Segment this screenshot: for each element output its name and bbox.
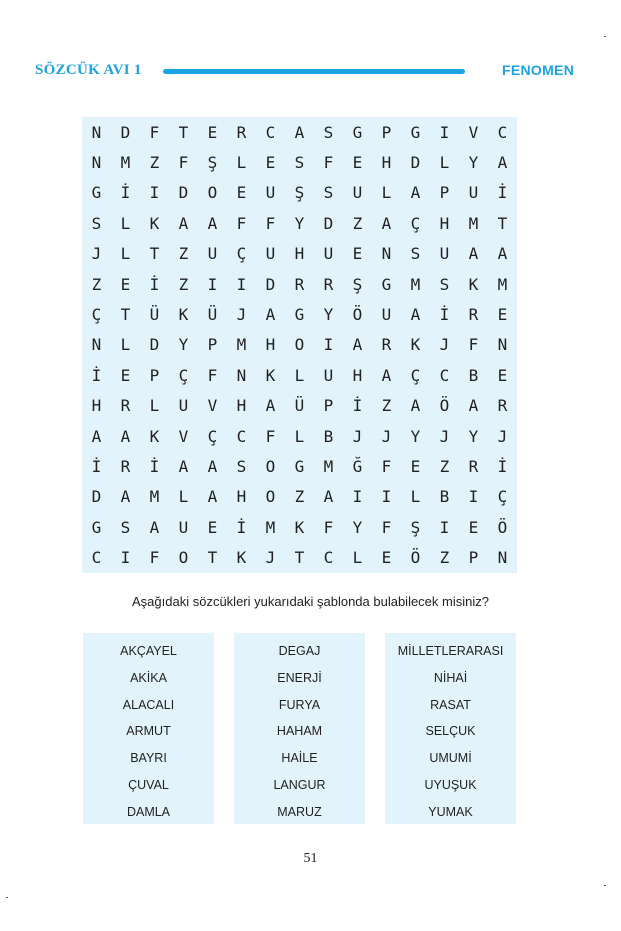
grid-letter: U — [265, 244, 276, 264]
grid-letter: S — [323, 122, 334, 142]
grid-letter: A — [207, 487, 218, 507]
grid-letter: P — [381, 122, 392, 142]
grid-letter: K — [178, 305, 189, 325]
word-list-item: ENERJİ — [277, 670, 322, 685]
word-list-item: ARMUT — [126, 724, 171, 739]
grid-letter: Ş — [207, 153, 218, 173]
brand-label: FENOMEN — [502, 62, 575, 78]
grid-letter: A — [410, 183, 421, 203]
grid-letter: A — [178, 213, 189, 233]
grid-letter: H — [236, 487, 247, 507]
grid-letter: I — [439, 122, 450, 142]
grid-letter: D — [91, 487, 102, 507]
grid-letter: M — [149, 487, 160, 507]
grid-letter: F — [265, 213, 276, 233]
grid-letter: İ — [497, 183, 508, 203]
header-divider — [163, 69, 465, 74]
grid-letter: I — [381, 487, 392, 507]
grid-letter: E — [381, 548, 392, 568]
grid-letter: J — [91, 244, 102, 264]
grid-letter: L — [120, 244, 131, 264]
grid-letter: N — [497, 548, 508, 568]
grid-letter: Ö — [410, 548, 421, 568]
grid-letter: I — [207, 274, 218, 294]
grid-letter: H — [439, 213, 450, 233]
grid-letter: P — [468, 548, 479, 568]
word-list-item: HAHAM — [276, 724, 323, 739]
grid-letter: H — [236, 396, 247, 416]
grid-letter: G — [294, 457, 305, 477]
grid-letter: F — [178, 153, 189, 173]
grid-letter: L — [236, 153, 247, 173]
grid-letter: L — [381, 183, 392, 203]
grid-letter: İ — [497, 457, 508, 477]
grid-letter: D — [149, 335, 160, 355]
section-title: SÖZCÜK AVI 1 — [35, 62, 142, 78]
grid-letter: E — [497, 305, 508, 325]
grid-letter: Ç — [207, 426, 218, 446]
word-list-item: ALACALI — [122, 697, 175, 712]
grid-letter: B — [323, 426, 334, 446]
grid-letter: H — [352, 365, 363, 385]
grid-letter: R — [294, 274, 305, 294]
grid-letter: T — [207, 548, 218, 568]
grid-letter: I — [439, 517, 450, 537]
grid-letter: O — [265, 457, 276, 477]
grid-letter: L — [439, 153, 450, 173]
grid-letter: A — [149, 517, 160, 537]
grid-letter: A — [120, 426, 131, 446]
grid-letter: A — [120, 487, 131, 507]
word-list-item: AKİKA — [130, 670, 167, 685]
grid-letter: N — [91, 122, 102, 142]
word-list-item: AKÇAYEL — [120, 644, 177, 658]
grid-letter: K — [468, 274, 479, 294]
grid-letter: J — [497, 426, 508, 446]
grid-letter: Z — [149, 153, 160, 173]
grid-letter: I — [120, 548, 131, 568]
grid-letter: C — [265, 122, 276, 142]
grid-letter: Y — [410, 426, 421, 446]
grid-letter: U — [352, 183, 363, 203]
grid-letter: Ş — [352, 274, 363, 294]
grid-letter: Y — [323, 305, 334, 325]
grid-letter: L — [120, 213, 131, 233]
grid-letter: N — [497, 335, 508, 355]
grid-letter: S — [323, 183, 334, 203]
word-search-grid — [82, 117, 517, 573]
grid-letter: E — [120, 365, 131, 385]
grid-letter: İ — [91, 365, 102, 385]
grid-letter: U — [265, 183, 276, 203]
crop-mark — [604, 36, 606, 37]
grid-letter: U — [439, 244, 450, 264]
grid-letter: A — [323, 487, 334, 507]
grid-letter: I — [352, 487, 363, 507]
grid-letter: M — [497, 274, 508, 294]
grid-letter: P — [207, 335, 218, 355]
grid-letter: F — [381, 517, 392, 537]
grid-letter: M — [120, 153, 131, 173]
grid-letter: A — [468, 396, 479, 416]
grid-letter: İ — [236, 517, 247, 537]
grid-letter: K — [149, 213, 160, 233]
grid-letter: I — [236, 274, 247, 294]
grid-letter: F — [323, 517, 334, 537]
word-list-item: SELÇUK — [425, 724, 476, 739]
grid-letter: G — [381, 274, 392, 294]
grid-letter: C — [439, 365, 450, 385]
grid-letter: Ö — [497, 517, 508, 537]
grid-letter: G — [410, 122, 421, 142]
word-list-item: DAMLA — [126, 804, 171, 819]
grid-letter: V — [178, 426, 189, 446]
word-list-item: FURYA — [278, 697, 321, 712]
grid-letter: İ — [439, 305, 450, 325]
grid-letter: L — [410, 487, 421, 507]
grid-letter: R — [497, 396, 508, 416]
grid-letter: F — [265, 426, 276, 446]
word-list-item: MARUZ — [277, 804, 322, 819]
grid-letter: A — [497, 244, 508, 264]
grid-letter: T — [178, 122, 189, 142]
grid-letter: O — [207, 183, 218, 203]
grid-letter: G — [294, 305, 305, 325]
grid-letter: R — [236, 122, 247, 142]
grid-letter: B — [468, 365, 479, 385]
grid-letter: O — [265, 487, 276, 507]
word-list-item: LANGUR — [273, 777, 326, 792]
grid-letter: N — [236, 365, 247, 385]
grid-letter: O — [294, 335, 305, 355]
grid-letter: Ç — [91, 305, 102, 325]
grid-letter: R — [468, 305, 479, 325]
grid-letter: S — [236, 457, 247, 477]
grid-letter: S — [91, 213, 102, 233]
grid-letter: A — [265, 396, 276, 416]
grid-letter: H — [381, 153, 392, 173]
grid-letter: A — [265, 305, 276, 325]
grid-letter: M — [323, 457, 334, 477]
grid-letter: E — [236, 183, 247, 203]
grid-letter: F — [149, 548, 160, 568]
grid-letter: Y — [178, 335, 189, 355]
grid-letter: E — [207, 122, 218, 142]
grid-letter: Z — [294, 487, 305, 507]
grid-letter: U — [323, 244, 334, 264]
grid-letter: E — [265, 153, 276, 173]
crop-mark — [6, 897, 8, 898]
grid-letter: F — [323, 153, 334, 173]
grid-letter: Y — [352, 517, 363, 537]
grid-letter: R — [468, 457, 479, 477]
grid-letter: Ş — [294, 183, 305, 203]
grid-letter: A — [91, 426, 102, 446]
grid-letter: E — [468, 517, 479, 537]
grid-letter: C — [497, 122, 508, 142]
grid-letter: İ — [91, 457, 102, 477]
grid-letter: A — [381, 365, 392, 385]
grid-letter: H — [91, 396, 102, 416]
grid-letter: J — [439, 426, 450, 446]
grid-letter: Ç — [236, 244, 247, 264]
grid-letter: E — [207, 517, 218, 537]
word-list-item: DEGAJ — [278, 644, 321, 658]
grid-letter: S — [439, 274, 450, 294]
grid-letter: L — [149, 396, 160, 416]
grid-letter: Ş — [410, 517, 421, 537]
word-list-item: MİLLETLERARASI — [397, 644, 504, 658]
grid-letter: T — [294, 548, 305, 568]
grid-letter: G — [91, 183, 102, 203]
word-list-item: YUMAK — [428, 804, 473, 819]
grid-letter: R — [323, 274, 334, 294]
grid-letter: S — [410, 244, 421, 264]
grid-letter: E — [410, 457, 421, 477]
grid-letter: C — [323, 548, 334, 568]
grid-letter: O — [178, 548, 189, 568]
grid-letter: Ç — [410, 213, 421, 233]
grid-letter: Y — [468, 153, 479, 173]
grid-letter: J — [381, 426, 392, 446]
grid-letter: Ö — [439, 396, 450, 416]
grid-letter: L — [294, 365, 305, 385]
grid-letter: K — [265, 365, 276, 385]
grid-letter: Z — [381, 396, 392, 416]
grid-letter: F — [207, 365, 218, 385]
grid-letter: A — [207, 213, 218, 233]
grid-letter: P — [149, 365, 160, 385]
grid-letter: J — [352, 426, 363, 446]
word-list-item: UMUMİ — [429, 751, 472, 766]
grid-letter: V — [207, 396, 218, 416]
grid-letter: L — [178, 487, 189, 507]
grid-letter: U — [178, 517, 189, 537]
grid-letter: E — [120, 274, 131, 294]
word-list-item: NİHAİ — [433, 670, 468, 685]
grid-letter: Ü — [207, 305, 218, 325]
word-list-item: HAİLE — [281, 751, 318, 766]
page-number: 51 — [303, 851, 318, 866]
grid-letter: Z — [439, 457, 450, 477]
grid-letter: Z — [352, 213, 363, 233]
grid-letter: P — [439, 183, 450, 203]
grid-letter: D — [178, 183, 189, 203]
grid-letter: F — [149, 122, 160, 142]
crop-mark — [604, 885, 606, 886]
grid-letter: J — [439, 335, 450, 355]
grid-letter: I — [149, 183, 160, 203]
grid-letter: B — [439, 487, 450, 507]
grid-letter: Ö — [352, 305, 363, 325]
grid-letter: U — [323, 365, 334, 385]
grid-letter: L — [294, 426, 305, 446]
grid-letter: Z — [178, 274, 189, 294]
grid-letter: E — [352, 153, 363, 173]
grid-letter: Y — [468, 426, 479, 446]
grid-letter: G — [352, 122, 363, 142]
grid-letter: H — [265, 335, 276, 355]
grid-letter: M — [236, 335, 247, 355]
grid-letter: F — [236, 213, 247, 233]
grid-letter: H — [294, 244, 305, 264]
grid-letter: N — [381, 244, 392, 264]
grid-letter: A — [294, 122, 305, 142]
grid-letter: İ — [149, 274, 160, 294]
grid-letter: İ — [120, 183, 131, 203]
grid-letter: R — [120, 457, 131, 477]
grid-letter: C — [236, 426, 247, 446]
grid-letter: V — [468, 122, 479, 142]
grid-letter: L — [352, 548, 363, 568]
grid-letter: E — [352, 244, 363, 264]
grid-letter: F — [381, 457, 392, 477]
grid-letter: D — [120, 122, 131, 142]
word-list-item: UYUŞUK — [424, 777, 477, 792]
grid-letter: J — [236, 305, 247, 325]
grid-letter: C — [91, 548, 102, 568]
grid-letter: Y — [294, 213, 305, 233]
word-list-column-1 — [83, 633, 214, 824]
grid-letter: A — [410, 396, 421, 416]
grid-letter: A — [178, 457, 189, 477]
grid-letter: A — [207, 457, 218, 477]
grid-letter: K — [149, 426, 160, 446]
grid-letter: Ğ — [352, 457, 363, 477]
grid-letter: S — [294, 153, 305, 173]
grid-letter: Ü — [294, 396, 305, 416]
word-list-item: ÇUVAL — [128, 777, 169, 792]
grid-letter: T — [120, 305, 131, 325]
grid-letter: P — [323, 396, 334, 416]
grid-letter: E — [497, 365, 508, 385]
grid-letter: D — [410, 153, 421, 173]
grid-letter: İ — [149, 457, 160, 477]
grid-letter: A — [381, 213, 392, 233]
word-list-item: BAYRI — [130, 751, 167, 766]
grid-letter: J — [265, 548, 276, 568]
grid-letter: L — [120, 335, 131, 355]
grid-letter: R — [120, 396, 131, 416]
grid-letter: F — [468, 335, 479, 355]
grid-letter: N — [91, 153, 102, 173]
grid-letter: N — [91, 335, 102, 355]
grid-letter: A — [497, 153, 508, 173]
grid-letter: Ç — [410, 365, 421, 385]
grid-letter: T — [497, 213, 508, 233]
grid-letter: Ç — [178, 365, 189, 385]
instruction-text: Aşağıdaki sözcükleri yukarıdaki şablonda bulabilecek misiniz? — [132, 594, 489, 609]
grid-letter: K — [410, 335, 421, 355]
grid-letter: Z — [91, 274, 102, 294]
grid-letter: D — [265, 274, 276, 294]
grid-letter: Ç — [497, 487, 508, 507]
grid-letter: İ — [352, 396, 363, 416]
grid-letter: U — [381, 305, 392, 325]
grid-letter: U — [468, 183, 479, 203]
grid-letter: U — [207, 244, 218, 264]
grid-letter: I — [323, 335, 334, 355]
grid-letter: A — [410, 305, 421, 325]
word-list-item: RASAT — [430, 697, 471, 712]
grid-letter: K — [236, 548, 247, 568]
word-list-column-3 — [385, 633, 516, 824]
grid-letter: I — [468, 487, 479, 507]
grid-letter: D — [323, 213, 334, 233]
grid-letter: Z — [439, 548, 450, 568]
grid-letter: T — [149, 244, 160, 264]
grid-letter: A — [468, 244, 479, 264]
grid-letter: A — [352, 335, 363, 355]
grid-letter: Z — [178, 244, 189, 264]
grid-letter: G — [91, 517, 102, 537]
grid-letter: M — [265, 517, 276, 537]
word-list-column-2 — [234, 633, 365, 824]
grid-letter: M — [410, 274, 421, 294]
grid-letter: R — [381, 335, 392, 355]
grid-letter: K — [294, 517, 305, 537]
grid-letter: S — [120, 517, 131, 537]
grid-letter: M — [468, 213, 479, 233]
grid-letter: Ü — [149, 305, 160, 325]
grid-letter: U — [178, 396, 189, 416]
